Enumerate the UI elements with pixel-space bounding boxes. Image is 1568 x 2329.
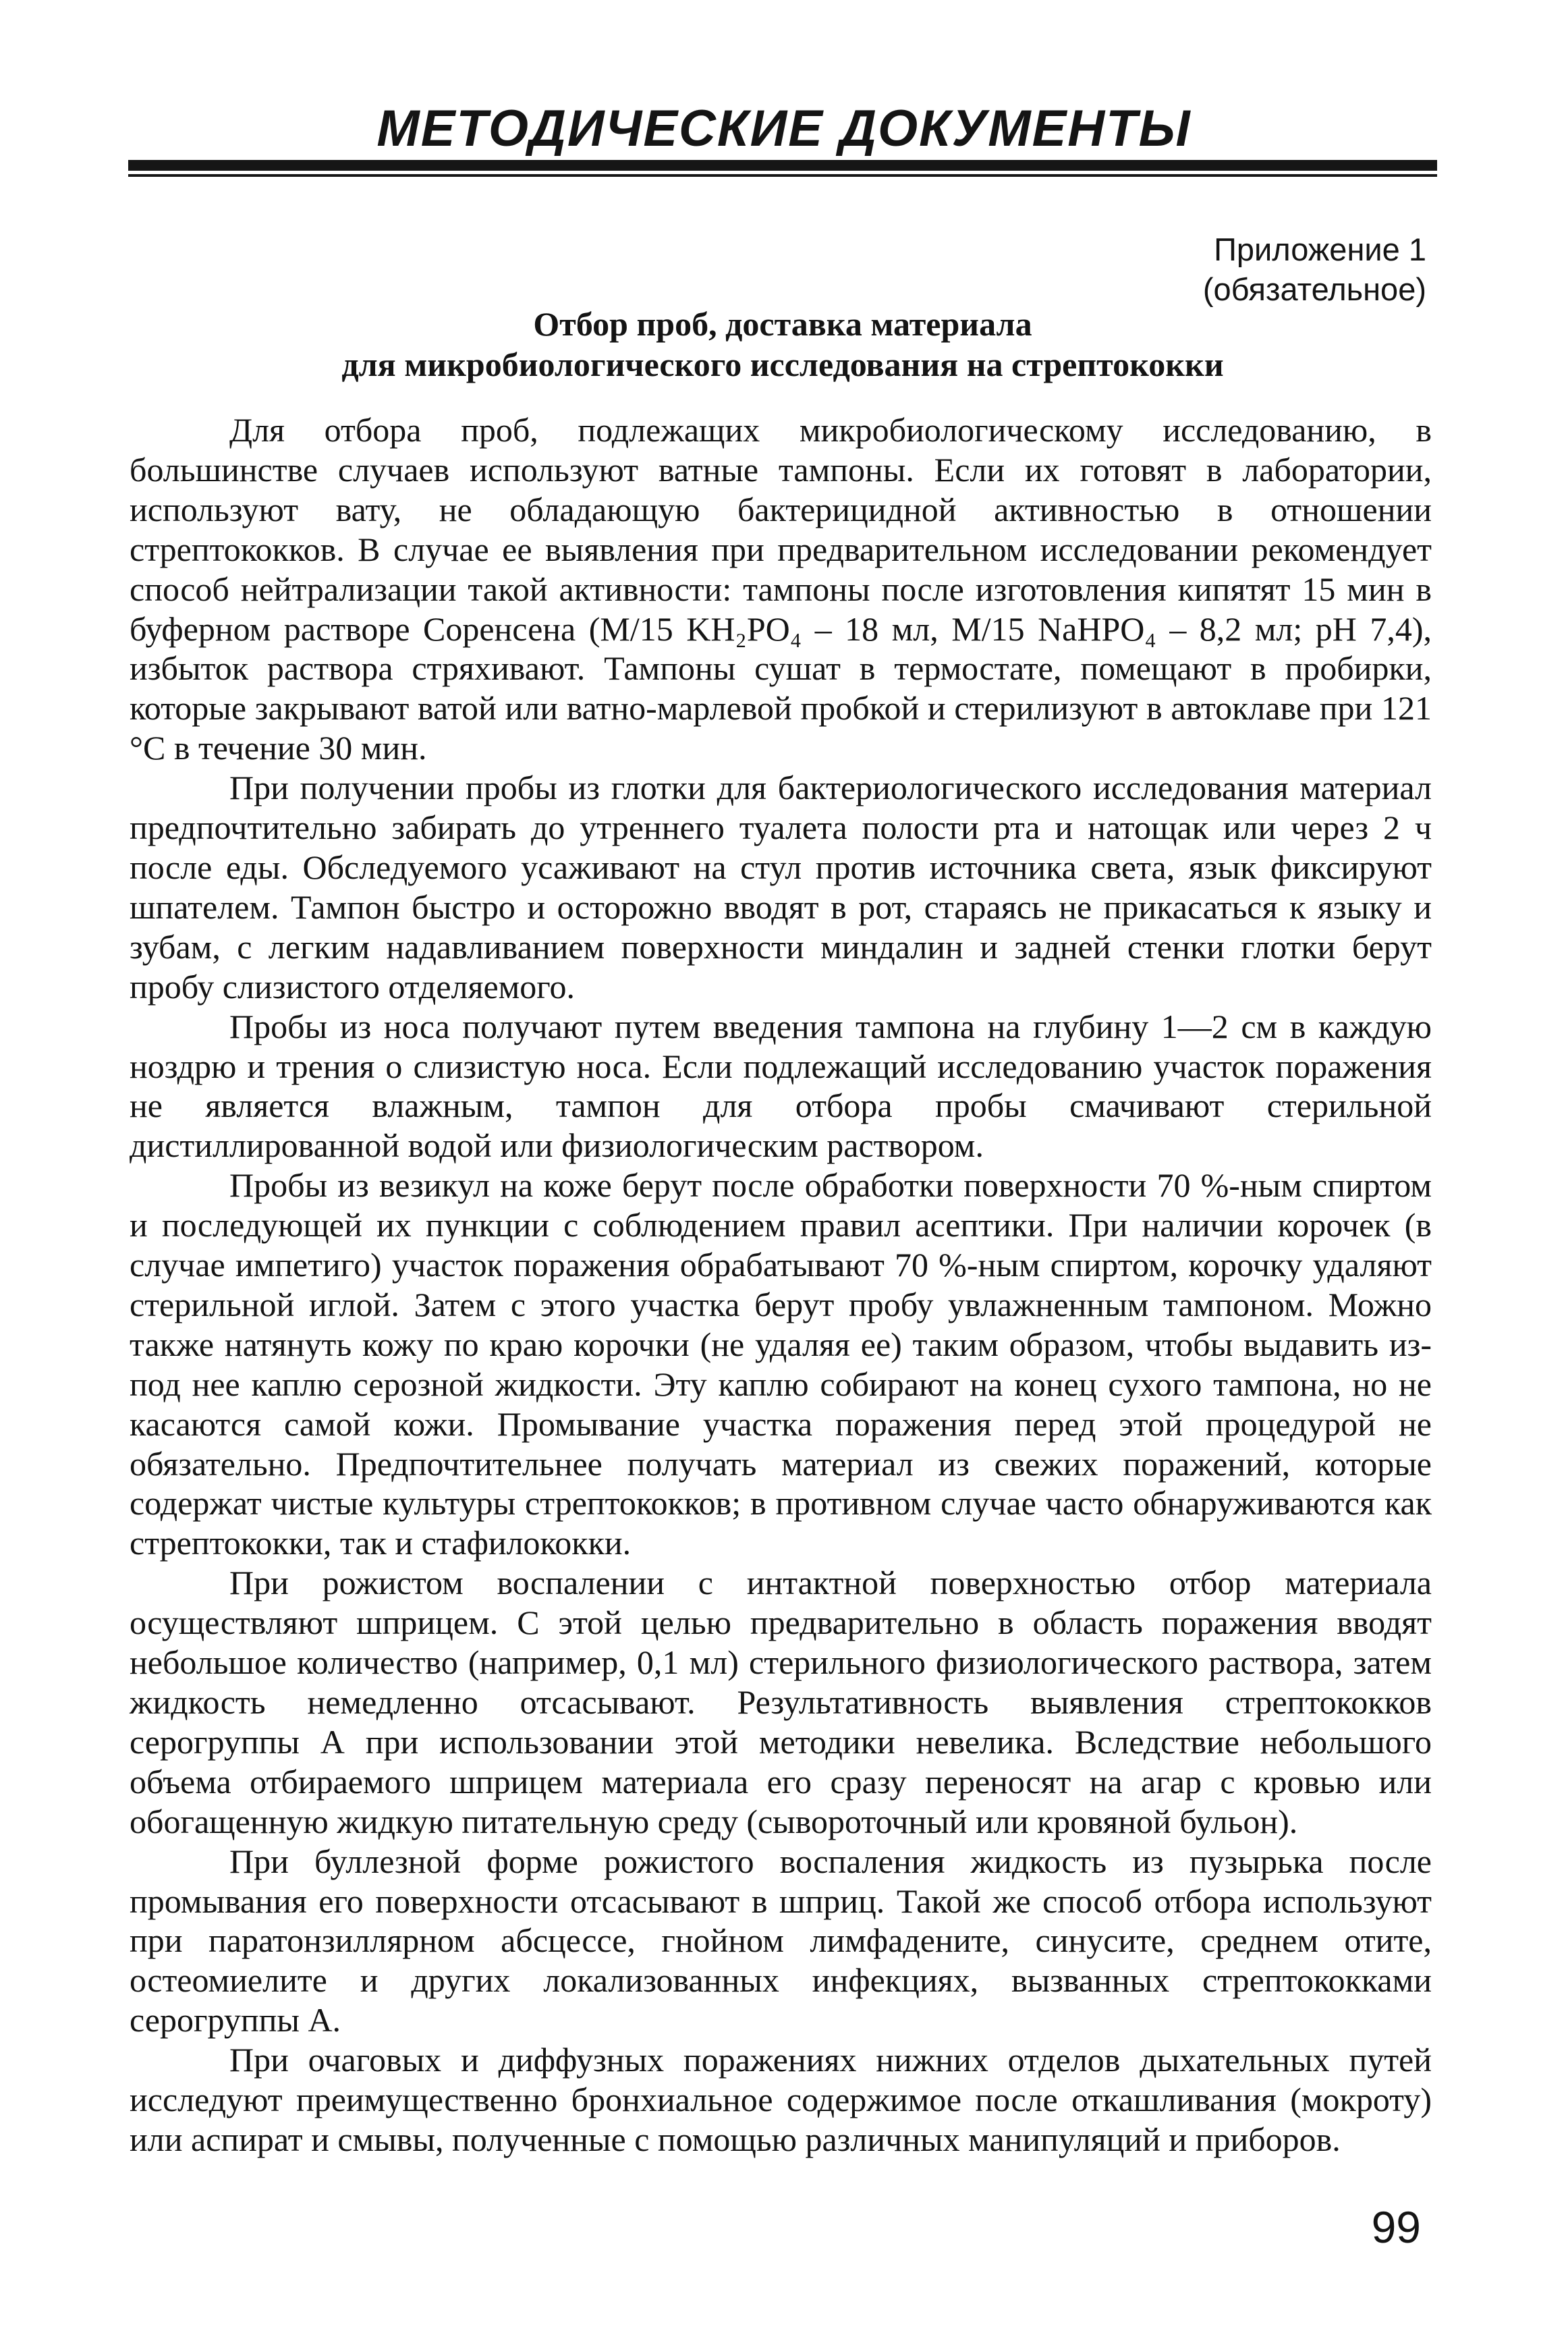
paragraph: При буллезной форме рожистого воспаления жидкость из пузырька после промывания его поверхности отсасывают в шприц. Такой же способ отбора используют при паратонзиллярном абсцессе, гнойном лимфадените, синусите, среднем отите, остеомиелите и других локализованных инфекциях, вызванных стрептококками серогруппы А. bbox=[130, 1842, 1432, 2039]
header-rule-thin bbox=[128, 174, 1437, 177]
page-number: 99 bbox=[1371, 2202, 1421, 2252]
running-header: МЕТОДИЧЕСКИЕ ДОКУМЕНТЫ bbox=[376, 100, 1192, 157]
paragraph: Пробы из везикул на коже берут после обработки поверхности 70 %-ным спиртом и последующей их пункции с соблюдением правил асептики. При наличии корочек (в случае импетиго) участок поражения обрабатывают 70 %-ным спиртом, корочку удаляют стерильной иглой. Затем с этого участка берут пробу увлажненным тампоном. Можно также натянуть кожу по краю корочки (не удаляя ее) таким образом, чтобы выдавить из-под нее каплю серозной жидкости. Эту каплю собирают на конец сухого тампона, но не касаются самой кожи. Промывание участка поражения перед этой процедурой не обязательно. Предпочтительнее получать материал из свежих поражений, которые содержат чистые культуры стрептококков; в противном случае часто обнаруживаются как стрептококки, так и стафилококки. bbox=[130, 1166, 1432, 1562]
paragraph: При очаговых и диффузных поражениях нижних отделов дыхательных путей исследуют преимущественно бронхиальное содержимое после откашливания (мокроту) или аспират и смывы, полученные с помощью различных манипуляций и приборов. bbox=[130, 2041, 1432, 2158]
document-title-line-2: для микробиологического исследования на стрептококки bbox=[341, 346, 1224, 383]
header-rule-thick bbox=[128, 160, 1437, 171]
paragraph: Пробы из носа получают путем введения тампона на глубину 1—2 см в каждую ноздрю и трения о слизистую носа. Если подлежащий исследованию участок поражения не является влажным, тампон для отбора пробы смачивают стерильной дистиллированной водой или физиологическим раствором. bbox=[130, 1007, 1432, 1165]
document-title bbox=[121, 304, 1444, 385]
paragraph: Для отбора проб, подлежащих микробиологическому исследованию, в большинстве случаев используют ватные тампоны. Если их готовят в лаборатории, используют вату, не обладающую бактерицидной активностью в отношении стрептококков. В случае ее выявления при предварительном исследовании рекомендует способ нейтрализации такой активности: тампоны после изготовления кипятят 15 мин в буферном растворе Соренсена (M/15 KH₂PO₄ – 18 мл, M/15 NaHPO₄ – 8,2 мл; pH 7,4), избыток раствора стряхивают. Тампоны сушат в термостате, помещают в пробирки, которые закрывают ватой или ватно-марлевой пробкой и стерилизуют в автоклаве при 121 °С в течение 30 мин. bbox=[130, 411, 1432, 767]
appendix-number: Приложение 1 bbox=[1214, 231, 1426, 267]
appendix-status: (обязательное) bbox=[1202, 271, 1426, 307]
body-text bbox=[130, 410, 1432, 2160]
paragraph: При рожистом воспалении с интактной поверхностью отбор материала осуществляют шприцем. С этой целью предварительно в область поражения вводят небольшое количество (например, 0,1 мл) стерильного физиологического раствора, затем жидкость немедленно отсасывают. Результативность выявления стрептококков серогруппы А при использовании этой методики невелика. Вследствие небольшого объема отбираемого шприцем материала его сразу переносят на агар с кровью или обогащенную жидкую питательную среду (сывороточный или кровяной бульон). bbox=[130, 1564, 1432, 1840]
paragraph: При получении пробы из глотки для бактериологического исследования материал предпочтительно забирать до утреннего туалета полости рта и натощак или через 2 ч после еды. Обследуемого усаживают на стул против источника света, язык фиксируют шпателем. Тампон быстро и осторожно вводят в рот, стараясь не прикасаться к языку и зубам, с легким надавливанием поверхности миндалин и задней стенки глотки берут пробу слизистого отделяемого. bbox=[130, 769, 1432, 1006]
document-title-line-1: Отбор проб, доставка материала bbox=[533, 305, 1032, 343]
appendix-label bbox=[1203, 229, 1426, 309]
